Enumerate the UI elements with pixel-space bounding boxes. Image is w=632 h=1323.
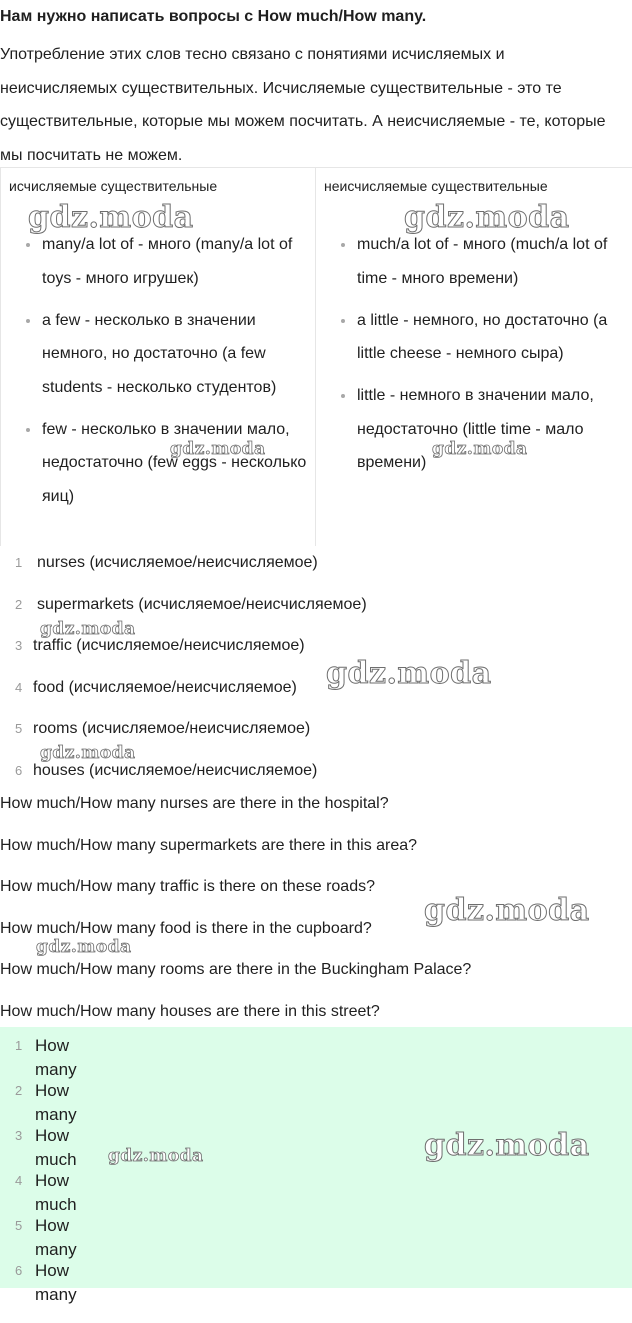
list-item-text: a few - несколько в значении немного, но достаточно (a few students - несколько студентов)	[42, 311, 277, 396]
item-number: 4	[15, 1173, 23, 1188]
watermark: gdz.moda	[40, 619, 136, 639]
item-text: supermarkets (исчисляемое/неисчисляемое)	[37, 595, 367, 613]
bullet-icon	[26, 428, 30, 432]
answer-text: How many	[35, 1081, 77, 1124]
list-item	[1, 228, 307, 295]
item-number: 3	[15, 638, 23, 654]
list-item	[0, 676, 632, 718]
list-item	[1, 413, 307, 514]
question-line: How much/How many food is there in the cupboard?	[0, 919, 372, 937]
item-number: 5	[15, 1218, 23, 1233]
list-item-text: a little - немного, но достаточно (a little cheese - немного сыра)	[357, 311, 608, 362]
bullet-icon	[341, 319, 345, 323]
watermark: gdz.moda	[432, 439, 528, 459]
watermark: gdz.moda	[108, 1146, 204, 1166]
item-number: 2	[15, 1083, 23, 1098]
item-number: 3	[15, 1128, 23, 1143]
answer-text: How many	[35, 1216, 77, 1259]
answer-text: How much	[35, 1171, 77, 1214]
list-item	[316, 379, 622, 480]
item-number: 1	[15, 555, 23, 570]
item-number: 4	[15, 679, 23, 695]
bullet-icon	[341, 243, 345, 247]
nouns-list	[0, 551, 632, 801]
list-item	[0, 634, 632, 676]
list-item	[316, 304, 622, 371]
intro-text: Употребление этих слов тесно связано с понятиями исчисляемых и неисчисляемых существительных. Исчисляемые существительные - это те существительные, которые мы можем посчитать. А неисчисляемые - те, которые мы посчитать не можем.	[0, 46, 606, 164]
list-item-text: many/a lot of - много (many/a lot of toys - много игрушек)	[42, 236, 293, 287]
countable-header: исчисляемые существительные	[9, 178, 218, 194]
bullet-icon	[341, 394, 345, 398]
watermark: gdz.moda	[170, 439, 266, 459]
item-text: nurses (исчисляемое/неисчисляемое)	[37, 554, 318, 571]
list-item	[316, 228, 622, 295]
item-text: food (исчисляемое/неисчисляемое)	[33, 678, 297, 696]
list-item	[1, 304, 307, 405]
item-number: 1	[15, 1038, 23, 1053]
uncountable-header: неисчисляемые существительные	[324, 178, 548, 194]
list-item	[0, 551, 632, 593]
item-number: 6	[15, 1263, 23, 1278]
item-text: rooms (исчисляемое/неисчисляемое)	[33, 720, 311, 738]
question-line: How much/How many nurses are there in the hospital?	[0, 795, 389, 812]
question-line: How much/How many supermarkets are there in this area?	[0, 836, 418, 854]
questions-list	[0, 792, 471, 1042]
watermark: gdz.moda	[28, 200, 194, 235]
question-line: How much/How many houses are there in this street?	[0, 1002, 380, 1020]
watermark: gdz.moda	[326, 656, 492, 691]
watermark: gdz.moda	[424, 893, 590, 928]
watermark: gdz.moda	[404, 200, 570, 235]
item-number: 6	[15, 762, 23, 778]
question-line: How much/How many traffic is there on these roads?	[0, 878, 375, 896]
list-item-text: few - несколько в значении мало, недостаточно (few eggs - несколько яиц)	[42, 420, 307, 505]
item-text: traffic (исчисляемое/неисчисляемое)	[33, 637, 305, 655]
intro-title: Нам нужно написать вопросы с How much/How many.	[0, 8, 427, 25]
item-number: 5	[15, 721, 23, 737]
bullet-icon	[26, 243, 30, 247]
answer-text: How many	[35, 1036, 77, 1079]
answer-text: How much	[35, 1126, 77, 1169]
question-line: How much/How many rooms are there in the Buckingham Palace?	[0, 961, 472, 979]
item-text: houses (исчисляемое/неисчисляемое)	[33, 761, 318, 779]
watermark: gdz.moda	[424, 1128, 590, 1163]
list-item-text: much/a lot of - много (much/a lot of time - много времени)	[357, 236, 608, 287]
bullet-icon	[26, 319, 30, 323]
countable-list	[1, 228, 307, 522]
answer-text: How many	[35, 1261, 77, 1304]
item-number: 2	[15, 596, 23, 612]
list-item-text: little - немного в значении мало, недостаточно (little time - мало времени)	[357, 387, 594, 471]
watermark: gdz.moda	[40, 743, 136, 763]
watermark: gdz.moda	[36, 937, 132, 957]
